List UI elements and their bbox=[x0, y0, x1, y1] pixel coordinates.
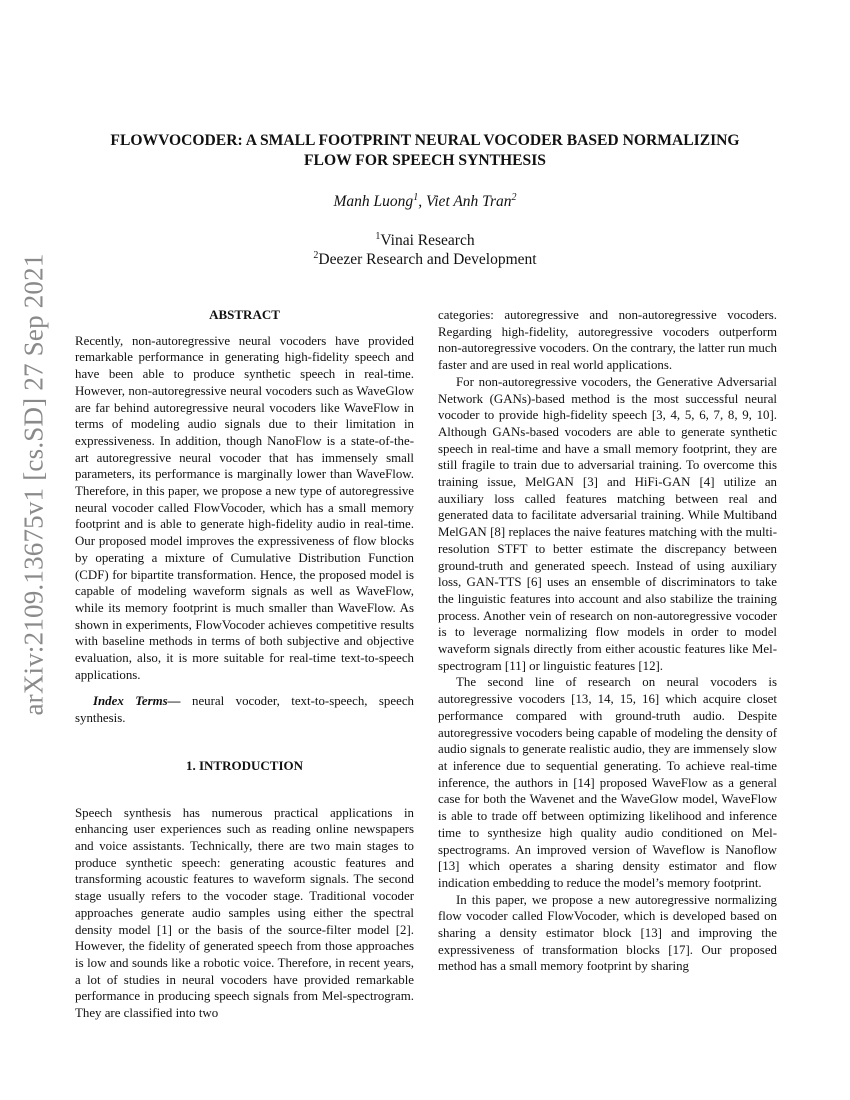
affiliation-mark: 2 bbox=[313, 249, 319, 261]
author-affiliation-mark: 1 bbox=[413, 191, 419, 203]
abstract-heading: ABSTRACT bbox=[209, 307, 280, 322]
affiliation bbox=[60, 250, 790, 269]
title-line-2: FLOW FOR SPEECH SYNTHESIS bbox=[304, 152, 546, 169]
intro-paragraph: Speech synthesis has numerous practical applications in enhancing user experiences such as reading online newspapers and voice assistants. Technically, there are two main stages to produce synthetic speech: generating acoustic features and transforming acoustic features to waveform signals. The second stage usually refers to the vocoder stage. Traditional vocoder approaches generate audio samples using either the spectral density model [1] or the basis of the source-filter model [2]. However, the fidelity of generated speech from those approaches is low and sounds like a robotic voice. Therefore, in recent years, a lot of studies in neural vocoders have provided remarkable performance in producing speech signals from Mel-spectrogram. They are classified into two bbox=[75, 805, 414, 1021]
author-separator: , bbox=[418, 193, 426, 210]
author-list bbox=[60, 193, 790, 211]
arxiv-sidebar bbox=[6, 252, 62, 716]
index-terms bbox=[75, 693, 414, 726]
arxiv-identifier: arXiv:2109.13675v1 [cs.SD] 27 Sep 2021 bbox=[18, 252, 49, 716]
affiliation-mark: 1 bbox=[375, 230, 381, 242]
author-name: Viet Anh Tran bbox=[425, 193, 512, 210]
intro-paragraph: categories: autoregressive and non-autoregressive vocoders. Regarding high-fidelity, autoregressive vocoders outperform non-autoregressive vocoders. On the contrary, the latter run much faster and are used in real world applications. bbox=[438, 308, 777, 373]
left-column bbox=[75, 307, 414, 1022]
paper-title bbox=[60, 131, 790, 171]
abstract-text: Recently, non-autoregressive neural vocoders have provided remarkable performance in generating high-fidelity speech and have been able to produce synthetic speech in real-time. However, non-autoregressive neural vocoders such as WaveGlow are far behind autoregressive neural vocoders like WaveFlow in terms of modeling audio signals due to their limitation in expressiveness. In addition, though NanoFlow is a state-of-the-art autoregressive neural vocoder that has immensely small parameters, its performance is marginally lower than WaveFlow. Therefore, in this paper, we propose a new type of autoregressive neural vocoder called FlowVocoder, which has a small memory footprint and is able to generate high-fidelity audio in real-time. Our proposed model improves the expressiveness of flow blocks by operating a mixture of Cumulative Distribution Function (CDF) for bipartite transformation. Hence, the proposed model is capable of modeling waveform signals as well as WaveFlow, while its memory footprint is much smaller than WaveFlow. As shown in experiments, FlowVocoder achieves competitive results with baseline methods in terms of both subjective and objective evaluation, also, it is more suitable for real-time text-to-speech applications. bbox=[75, 333, 414, 682]
right-column bbox=[438, 307, 777, 975]
affiliation-name: Deezer Research and Development bbox=[318, 251, 537, 268]
index-terms-text: neural vocoder, text-to-speech, speech synthesis. bbox=[75, 694, 414, 726]
intro-paragraph: In this paper, we propose a new autoregressive normalizing flow vocoder called FlowVocoder, which is developed based on sharing a density estimator block [13] and improving the expressiveness of transformation blocks [17]. Our proposed method has a small memory footprint by sharing bbox=[438, 892, 777, 974]
affiliation-list bbox=[60, 231, 790, 269]
introduction-heading: 1. INTRODUCTION bbox=[185, 757, 303, 773]
author-affiliation-mark: 2 bbox=[511, 191, 517, 203]
affiliation-name: Vinai Research bbox=[380, 232, 475, 249]
index-terms-label: Index Terms— bbox=[93, 694, 181, 709]
author-name: Manh Luong bbox=[333, 193, 414, 210]
intro-paragraph: For non-autoregressive vocoders, the Generative Adversarial Network (GANs)-based method is the most successful neural vocoder to provide high-fidelity speech [3, 4, 5, 6, 7, 8, 9, 10]. Although GANs-based vocoders are able to generate synthetic speech in real-time and have a small memory footprint, they are still fragile to train due to adversarial training. To overcome this training issue, MelGAN [3] and HiFi-GAN [4] utilize an auxiliary loss called features matching between real and generated data to facilitate adversarial training. While Multiband MelGAN [8] replaces the naive features matching with the multi-resolution STFT to better estimate the discrepancy between ground-truth and generated speech. Instead of using auxiliary loss, GAN-TTS [6] uses an ensemble of discriminators to take the linguistic features into account and also stabilize the training process. Another vein of research on non-autoregressive vocoder is to leverage normalizing flow models in order to model waveform signals directly from either acoustic features like Mel-spectrogram [11] or linguistic features [12]. bbox=[438, 374, 777, 673]
title-line-1: FLOWVOCODER: A SMALL FOOTPRINT NEURAL VOCODER BASED NORMALIZING bbox=[110, 132, 740, 149]
intro-paragraph: The second line of research on neural vocoders is autoregressive vocoders [13, 14, 15, 16] which acquire closet performance compared with ground-truth audio. Despite autoregressive vocoders being capable of modeling the density of audio signals to generate realistic audio, they are immensely slow at inference due to sequential generating. To achieve real-time inference, the authors in [14] proposed WaveFlow as a general case for both the Wavenet and the WaveGlow model, WaveFlow is able to trade off between optimizing likelihood and inference time to synthesize high quality audio conditioned on Mel-spectrograms. An improved version of Waveflow is Nanoflow [13] which operates a sharing density estimator and flow indication embedding to reduce the model’s memory footprint. bbox=[438, 675, 777, 890]
affiliation bbox=[60, 231, 790, 250]
